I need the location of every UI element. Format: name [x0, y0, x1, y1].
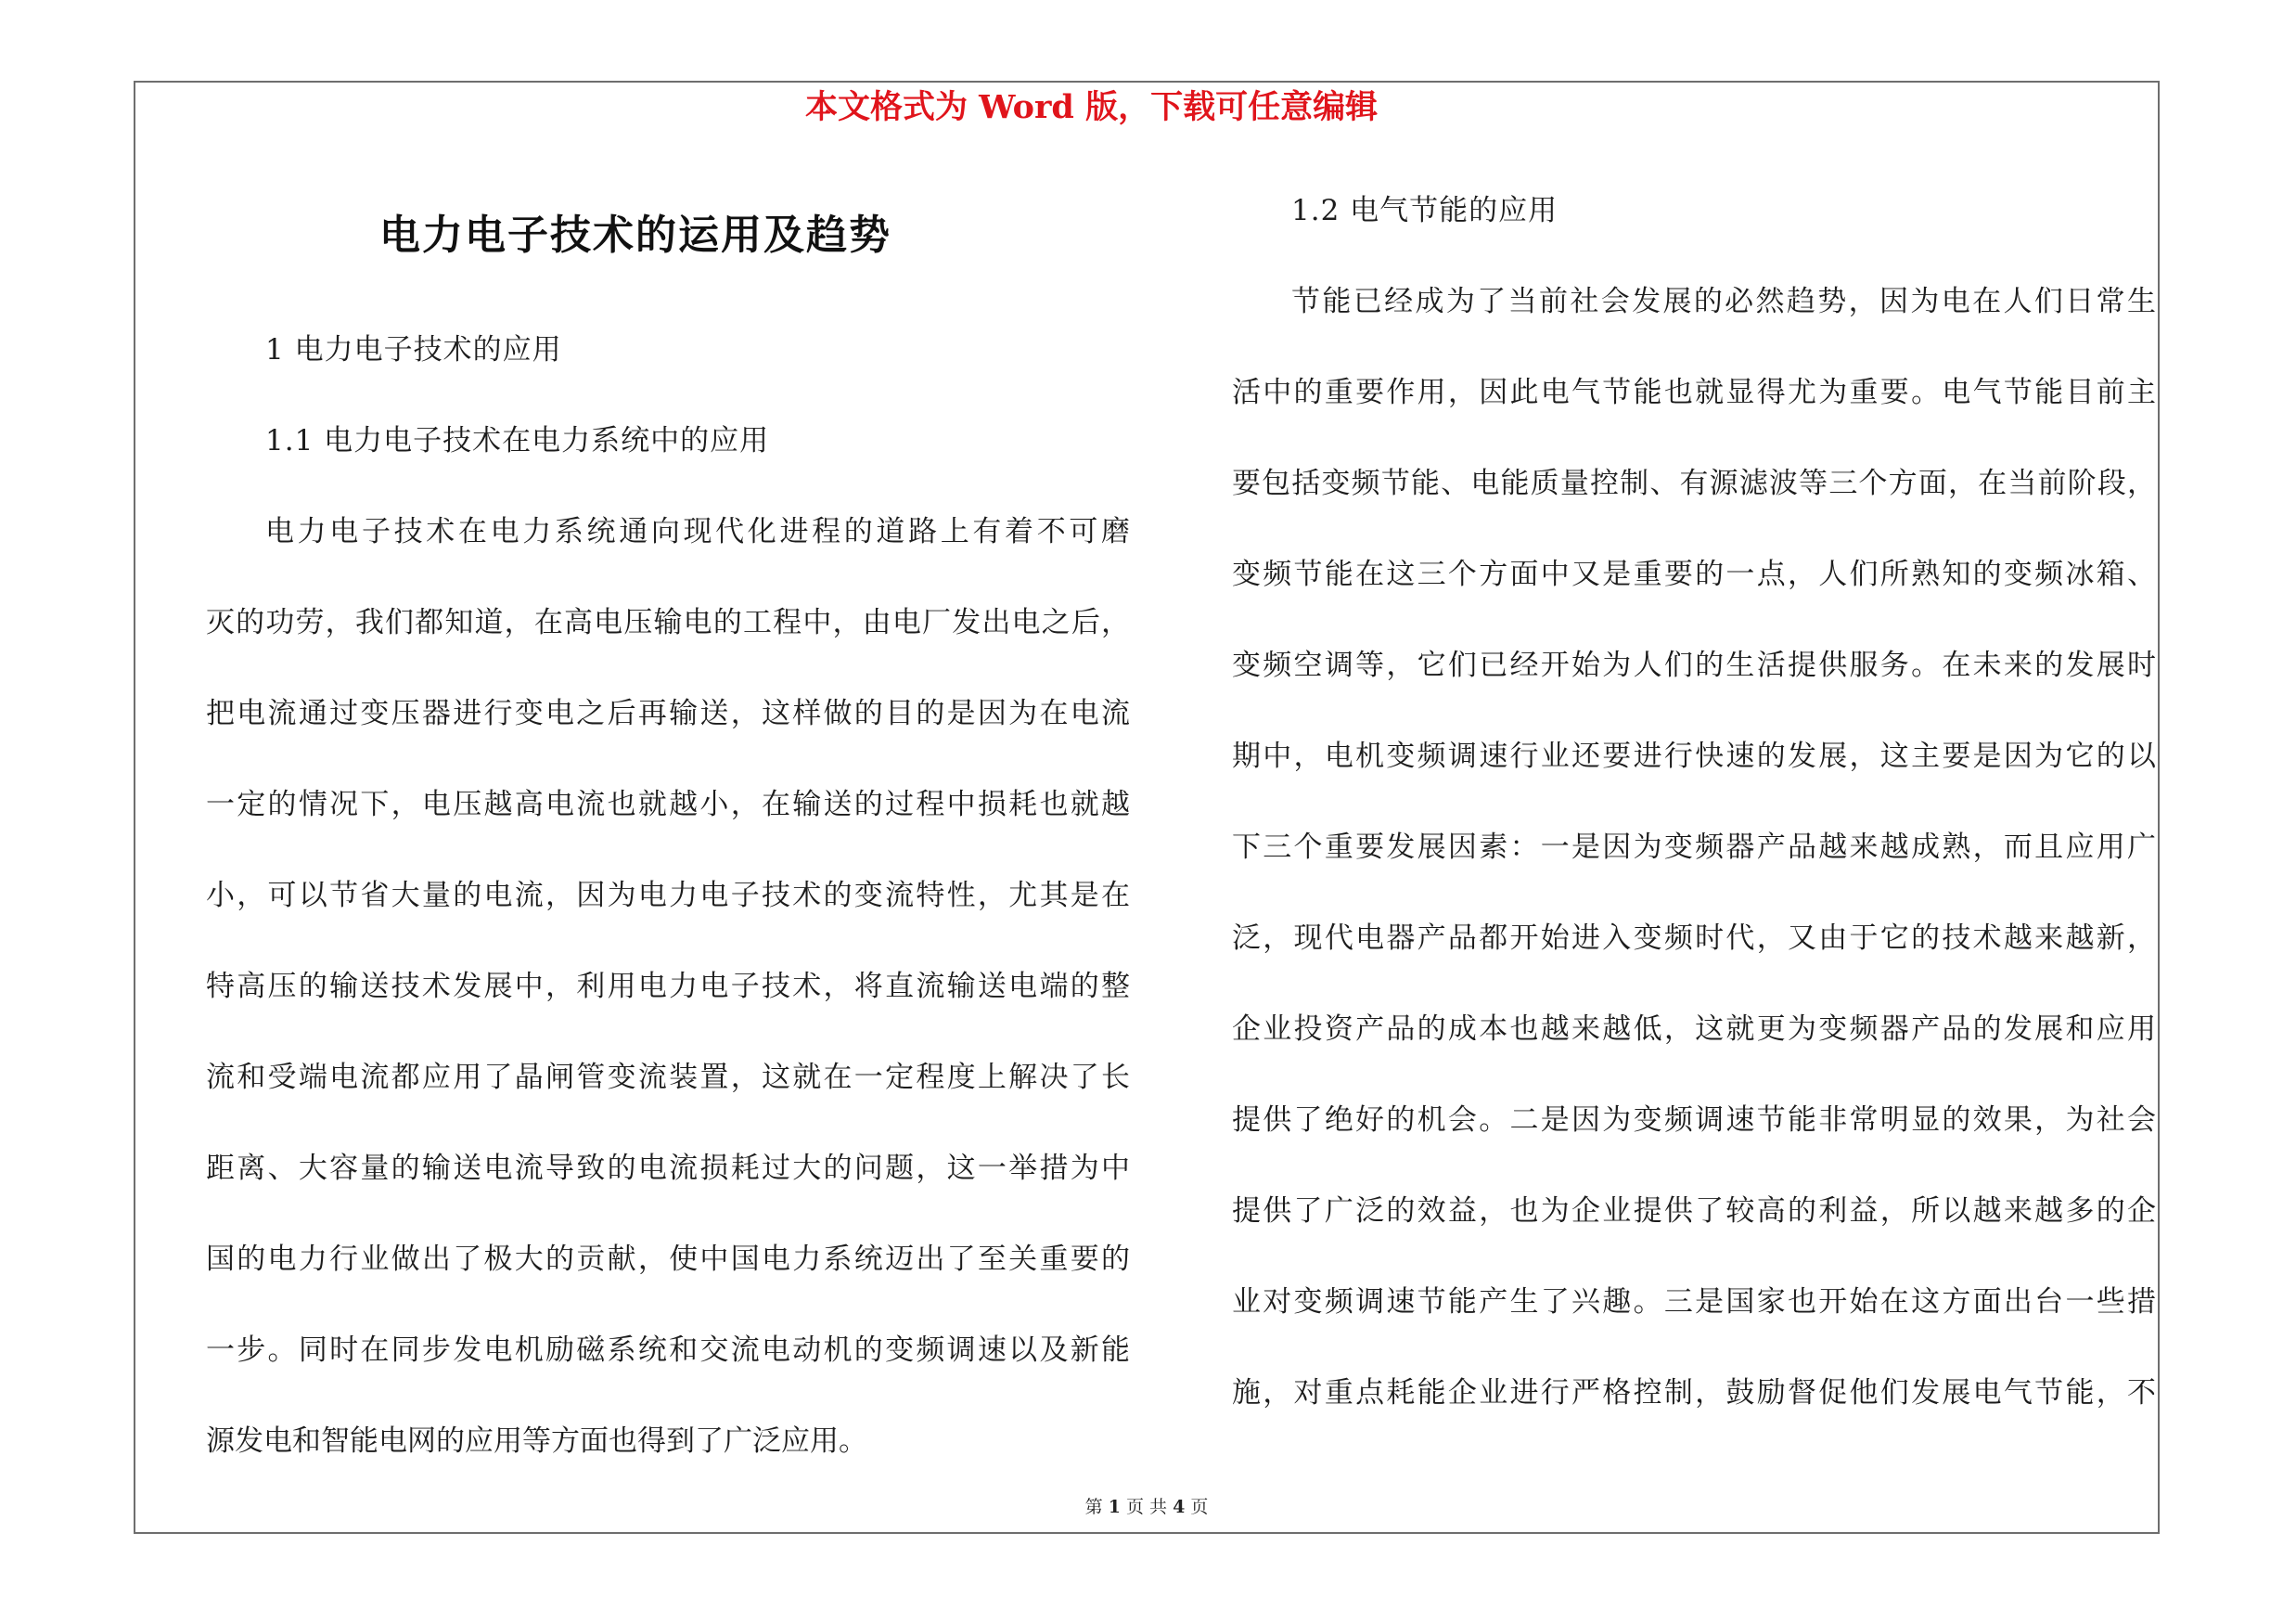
paragraph-line: 国的电力行业做出了极大的贡献，使中国电力系统迈出了至关重要的 — [206, 1243, 1130, 1276]
paragraph-line: 业对变频调速节能产生了兴趣。三是国家也开始在这方面出台一些措 — [1232, 1285, 2156, 1319]
paragraph-line: 活中的重要作用，因此电气节能也就显得尤为重要。电气节能目前主 — [1232, 376, 2156, 409]
left-column — [206, 304, 1130, 1487]
paragraph-line: 变频空调等，它们已经开始为人们的生活提供服务。在未来的发展时 — [1232, 649, 2156, 682]
paragraph-line: 源发电和智能电网的应用等方面也得到了广泛应用。 — [206, 1424, 867, 1458]
paragraph-line: 变频节能在这三个方面中又是重要的一点，人们所熟知的变频冰箱、 — [1232, 558, 2156, 591]
paragraph-line: 灭的功劳，我们都知道，在高电压输电的工程中，由电厂发出电之后， — [206, 606, 1130, 639]
paragraph-line: 特高压的输送技术发展中，利用电力电子技术，将直流输送电端的整 — [206, 970, 1130, 1003]
paragraph-line: 小，可以节省大量的电流，因为电力电子技术的变流特性，尤其是在 — [206, 879, 1130, 912]
paragraph-line: 距离、大容量的输送电流导致的电流损耗过大的问题，这一举措为中 — [206, 1152, 1130, 1185]
paragraph-line: 期中，电机变频调速行业还要进行快速的发展，这主要是因为它的以 — [1232, 740, 2156, 773]
page-number-footer — [1007, 1494, 1286, 1520]
paragraph-line: 泛，现代电器产品都开始进入变频时代，又由于它的技术越来越新， — [1232, 921, 2156, 955]
document-title: 电力电子技术的运用及趋势 — [379, 212, 891, 259]
paragraph-line: 要包括变频节能、电能质量控制、有源滤波等三个方面，在当前阶段， — [1232, 467, 2156, 500]
paragraph-line: 电力电子技术在电力系统通向现代化进程的道路上有着不可磨 — [265, 515, 1130, 548]
section-heading-1-1: 1.1 电力电子技术在电力系统中的应用 — [265, 424, 770, 457]
paragraph-line: 提供了绝好的机会。二是因为变频调速节能非常明显的效果，为社会 — [1232, 1103, 2156, 1137]
footer-prefix: 第 — [1084, 1497, 1103, 1517]
section-heading-1: 1 电力电子技术的应用 — [265, 333, 562, 367]
paragraph-line: 节能已经成为了当前社会发展的必然趋势，因为电在人们日常生 — [1291, 285, 2156, 318]
paragraph-line: 一步。同时在同步发电机励磁系统和交流电动机的变频调速以及新能 — [206, 1333, 1130, 1367]
paragraph-line: 下三个重要发展因素：一是因为变频器产品越来越成熟，而且应用广 — [1232, 831, 2156, 864]
right-column — [1232, 165, 2156, 1438]
footer-suffix: 页 — [1190, 1497, 1209, 1517]
paragraph-line: 提供了广泛的效益，也为企业提供了较高的利益，所以越来越多的企 — [1232, 1194, 2156, 1228]
footer-middle: 页 共 — [1125, 1497, 1168, 1517]
format-banner: 本文格式为 Word 版，下载可任意编辑 — [805, 88, 1379, 126]
current-page-number: 1 — [1108, 1497, 1121, 1517]
total-pages-number: 4 — [1173, 1497, 1186, 1517]
section-heading-1-2: 1.2 电气节能的应用 — [1291, 194, 1558, 227]
paragraph-line: 一定的情况下，电压越高电流也就越小，在输送的过程中损耗也就越 — [206, 788, 1130, 821]
paragraph-line: 流和受端电流都应用了晶闸管变流装置，这就在一定程度上解决了长 — [206, 1061, 1130, 1094]
paragraph-line: 把电流通过变压器进行变电之后再输送，这样做的目的是因为在电流 — [206, 697, 1130, 730]
paragraph-line: 施，对重点耗能企业进行严格控制，鼓励督促他们发展电气节能，不 — [1232, 1376, 2156, 1410]
paragraph-line: 企业投资产品的成本也越来越低，这就更为变频器产品的发展和应用 — [1232, 1012, 2156, 1046]
